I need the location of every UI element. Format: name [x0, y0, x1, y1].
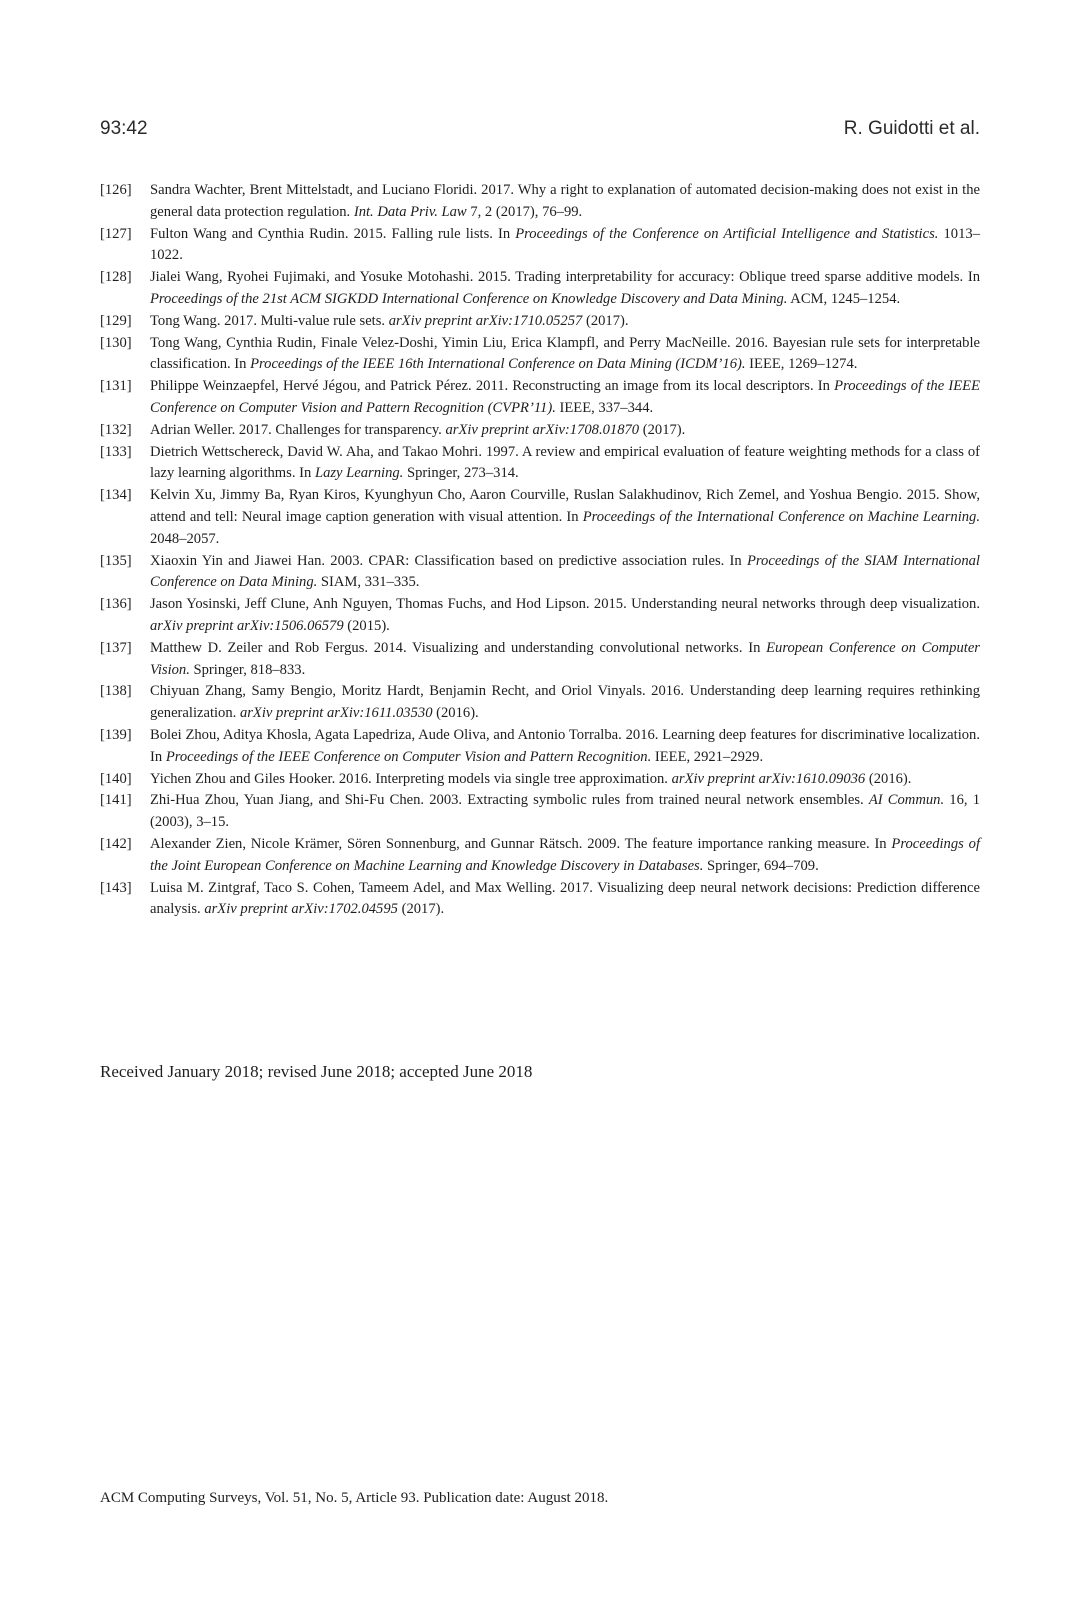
reference-details: (2016). — [432, 705, 479, 722]
reference-number: [141] — [100, 792, 132, 809]
reference-details: (2017). — [639, 421, 686, 438]
reference-number: [129] — [100, 312, 132, 329]
reference-venue: Proceedings of the 21st ACM SIGKDD International Conference on Knowledge Discovery and Data Mining. — [150, 290, 788, 307]
reference-number: [143] — [100, 879, 132, 896]
reference-number: [131] — [100, 378, 132, 395]
reference-venue: arXiv preprint arXiv:1506.06579 — [150, 617, 344, 634]
reference-number: [132] — [100, 421, 132, 438]
reference-item — [100, 790, 980, 834]
reference-text: Yichen Zhou and Giles Hooker. 2016. Interpreting models via single tree approximation. — [150, 770, 672, 787]
reference-number: [130] — [100, 334, 132, 351]
reference-details: 7, 2 (2017), 76–99. — [466, 203, 583, 220]
reference-number: [133] — [100, 443, 132, 460]
reference-text: Bolei Zhou, Aditya Khosla, Agata Lapedriza, Aude Oliva, and Antonio Torralba. 2016. Learning deep features for discriminative localization. In — [150, 726, 980, 765]
reference-text: Adrian Weller. 2017. Challenges for transparency. — [150, 421, 446, 438]
reference-venue: Proceedings of the International Conference on Machine Learning. — [582, 508, 980, 525]
reference-venue: Proceedings of the IEEE Conference on Computer Vision and Pattern Recognition (CVPR’11). — [150, 378, 980, 416]
reference-text: Jialei Wang, Ryohei Fujimaki, and Yosuke Motohashi. 2015. Trading interpretability for accuracy: Oblique treed sparse additive models. In — [150, 269, 980, 286]
reference-details: ACM, 1245–1254. — [787, 290, 901, 307]
reference-item — [100, 376, 980, 420]
reference-number: [137] — [100, 639, 132, 656]
reference-details: (2017). — [582, 312, 629, 329]
journal-footer: ACM Computing Surveys, Vol. 51, No. 5, Article 93. Publication date: August 2018. — [100, 1490, 609, 1506]
reference-venue: AI Commun. — [868, 792, 945, 809]
reference-item — [100, 681, 980, 725]
reference-venue: Int. Data Priv. Law — [353, 203, 467, 220]
reference-text: Jason Yosinski, Jeff Clune, Anh Nguyen, Thomas Fuchs, and Hod Lipson. 2015. Understanding neural networks through deep visualization. — [150, 596, 980, 613]
reference-item — [100, 878, 980, 922]
reference-item — [100, 551, 980, 595]
reference-text: Zhi-Hua Zhou, Yuan Jiang, and Shi-Fu Chen. 2003. Extracting symbolic rules from trained neural network ensembles. — [150, 792, 869, 809]
reference-number: [139] — [100, 726, 132, 743]
reference-item — [100, 594, 980, 638]
reference-item — [100, 769, 980, 791]
reference-number: [138] — [100, 683, 132, 700]
reference-details: IEEE, 2921–2929. — [651, 748, 764, 765]
reference-details: Springer, 273–314. — [403, 465, 519, 482]
reference-item — [100, 725, 980, 769]
reference-details: SIAM, 331–335. — [317, 574, 420, 591]
reference-text: Luisa M. Zintgraf, Taco S. Cohen, Tameem Adel, and Max Welling. 2017. Visualizing deep neural network decisions: Prediction difference analysis. — [150, 879, 980, 918]
reference-number: [136] — [100, 596, 132, 613]
reference-details: 1013–1022. — [150, 225, 980, 264]
reference-details: Springer, 694–709. — [703, 857, 819, 874]
reference-details: 2048–2057. — [150, 530, 220, 547]
reference-item — [100, 224, 980, 268]
reference-text: Sandra Wachter, Brent Mittelstadt, and Luciano Floridi. 2017. Why a right to explanation of automated decision-making does not exist in the general data protection regulation. — [150, 182, 980, 220]
reference-number: [127] — [100, 225, 132, 242]
reference-venue: arXiv preprint arXiv:1702.04595 — [204, 901, 398, 918]
reference-text: Tong Wang, Cynthia Rudin, Finale Velez-Doshi, Yimin Liu, Erica Klampfl, and Perry MacNeille. 2016. Bayesian rule sets for interpretable classification. In — [150, 334, 980, 373]
reference-number: [135] — [100, 552, 132, 569]
reference-item — [100, 442, 980, 486]
reference-venue: arXiv preprint arXiv:1611.03530 — [239, 705, 433, 722]
reference-item — [100, 267, 980, 311]
reference-venue: Proceedings of the SIAM International Conference on Data Mining. — [150, 552, 980, 591]
reference-text: Matthew D. Zeiler and Rob Fergus. 2014. Visualizing and understanding convolutional networks. In — [150, 639, 767, 656]
reference-number: [142] — [100, 835, 132, 852]
reference-number: [128] — [100, 269, 132, 286]
reference-item — [100, 638, 980, 682]
reference-venue: arXiv preprint arXiv:1708.01870 — [445, 421, 640, 438]
reference-details: (2016). — [865, 770, 912, 787]
reference-text: Kelvin Xu, Jimmy Ba, Ryan Kiros, Kyunghyun Cho, Aaron Courville, Ruslan Salakhudinov, Rich Zemel, and Yoshua Bengio. 2015. Show, attend and tell: Neural image caption generation with visual attention. In — [150, 487, 980, 525]
running-author: R. Guidotti et al. — [843, 118, 980, 139]
reference-venue: arXiv preprint arXiv:1710.05257 — [388, 312, 583, 329]
reference-item — [100, 485, 980, 550]
reference-number: [126] — [100, 182, 132, 198]
reference-details: IEEE, 1269–1274. — [745, 356, 858, 373]
reference-item — [100, 834, 980, 878]
reference-text: Alexander Zien, Nicole Krämer, Sören Sonnenburg, and Gunnar Rätsch. 2009. The feature importance ranking measure. In — [150, 835, 892, 852]
reference-text: Philippe Weinzaepfel, Hervé Jégou, and Patrick Pérez. 2011. Reconstructing an image from its local descriptors. In — [150, 378, 835, 395]
reference-list — [100, 180, 980, 921]
reference-text: Xiaoxin Yin and Jiawei Han. 2003. CPAR: Classification based on predictive association rules. In — [150, 552, 747, 569]
page-number: 93:42 — [100, 118, 148, 139]
reference-details: 16, 1 (2003), 3–15. — [150, 792, 980, 831]
page-header — [100, 118, 980, 148]
reference-details: (2015). — [343, 617, 390, 634]
reference-item — [100, 180, 980, 224]
reference-text: Dietrich Wettschereck, David W. Aha, and Takao Mohri. 1997. A review and empirical evaluation of feature weighting methods for a class of lazy learning algorithms. In — [150, 443, 980, 482]
reference-venue: Proceedings of the Conference on Artificial Intelligence and Statistics. — [515, 225, 939, 242]
reference-details: Springer, 818–833. — [189, 661, 306, 678]
reference-venue: Proceedings of the Joint European Conference on Machine Learning and Knowledge Discovery in Databases. — [150, 835, 981, 874]
reference-details: (2017). — [397, 901, 445, 918]
reference-item — [100, 333, 980, 377]
reference-venue: Proceedings of the IEEE 16th International Conference on Data Mining (ICDM’16). — [250, 356, 746, 373]
reference-number: [134] — [100, 487, 132, 504]
reference-details: IEEE, 337–344. — [555, 399, 654, 416]
reference-venue: arXiv preprint arXiv:1610.09036 — [671, 770, 866, 787]
received-dates: Received January 2018; revised June 2018; accepted June 2018 — [100, 1062, 533, 1081]
reference-item — [100, 311, 980, 333]
reference-text: Fulton Wang and Cynthia Rudin. 2015. Falling rule lists. In — [150, 225, 516, 242]
reference-text: Chiyuan Zhang, Samy Bengio, Moritz Hardt, Benjamin Recht, and Oriol Vinyals. 2016. Understanding deep learning requires rethinking generalization. — [150, 683, 980, 722]
reference-item — [100, 420, 980, 442]
reference-venue: Lazy Learning. — [314, 465, 404, 482]
reference-text: Tong Wang. 2017. Multi-value rule sets. — [150, 312, 389, 329]
reference-number: [140] — [100, 770, 132, 787]
reference-venue: Proceedings of the IEEE Conference on Computer Vision and Pattern Recognition. — [165, 748, 652, 765]
reference-venue: European Conference on Computer Vision. — [150, 639, 980, 678]
